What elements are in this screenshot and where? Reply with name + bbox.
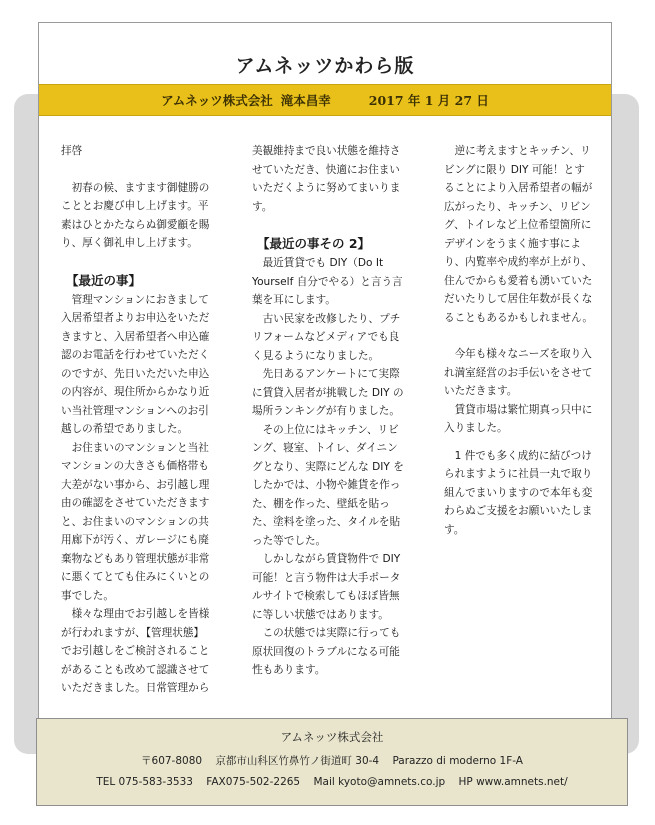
footer-website-link[interactable]: HP www.amnets.net/	[458, 776, 568, 788]
footer	[36, 718, 628, 806]
footer-contact	[37, 776, 627, 788]
opening-paragraph: 初春の候、ますます御健勝のこととお慶び申し上げます。平素はひとかたならぬ御愛顧を賜り、厚く御礼申し上げます。	[61, 181, 210, 249]
greeting: 拝啓	[61, 145, 83, 157]
paragraph: 今年も様々なニーズを取り入れ満室経営のお手伝いをさせていただきます。	[444, 348, 593, 397]
footer-building: Parazzo di moderno 1F-A	[392, 755, 523, 767]
newsletter-title: アムネッツかわら版	[235, 55, 415, 77]
footer-company: アムネッツ株式会社	[280, 730, 384, 744]
paragraph: 先日あるアンケートにて実際に賃貸入居者が挑戦した DIY の場所ランキングが有りました。	[252, 368, 404, 417]
paragraph: 古い民家を改修したり、プチリフォームなどメディアでも良く見るようになりました。	[252, 312, 401, 362]
section-heading: 【最近の事その 2】	[257, 236, 371, 251]
paragraph: 様々な理由でお引越しを皆様が行われますが、【管理状態】でお引越しをご検討されることがあることも改めて認識させていただきました。日常管理から	[61, 608, 210, 694]
column-1	[61, 142, 212, 698]
footer-mail-link[interactable]: Mail kyoto@amnets.co.jp	[313, 776, 446, 788]
header-band	[39, 84, 611, 116]
footer-address	[37, 753, 627, 768]
header-company: アムネッツ株式会社	[161, 93, 273, 108]
header-author: 滝本昌幸	[280, 93, 331, 108]
paragraph: 逆に考えますとキッチン、リビングに限り DIY 可能！とすることにより入居希望者の幅が広がったり、キッチン、リビング、トイレなど上位希望箇所にデザインをうまく施す事により、内覧率や成約率が上がり、住んでからも愛着も湧いていただいたりして居住年数が長くなることもあるかもしれません。	[444, 145, 593, 324]
newsletter-page	[38, 22, 612, 734]
column-2	[252, 142, 407, 680]
header-date: 2017 年 1 月 27 日	[368, 93, 489, 108]
paragraph: 1 件でも多く成約に結びつけられますように社員一丸で取り組んでまいりますので本年も変わらぬご支援をお願いいたします。	[444, 449, 593, 536]
paragraph: お住まいのマンションと当社マンションの大きさも価格帯も大差がない事から、お引越し理由の確認をさせていただきますと、お住まいのマンションの共用廊下が汚く、ガレージにも廃棄物などもあり管理状態が非常に悪くてとても住みにくいとの事でした。	[61, 441, 210, 602]
paragraph: この状態では実際に行っても原状回復のトラブルになる可能性もあります。	[252, 627, 401, 676]
paragraph: 賃貸市場は繁忙期真っ只中に入りました。	[444, 403, 593, 434]
paragraph: しかしながら賃貸物件で DIY 可能！と言う物件は大手ポータルサイトで検索してもほぼ皆無に等しい状態ではあります。	[252, 553, 401, 621]
footer-fax: FAX075-502-2265	[206, 776, 301, 788]
footer-tel: TEL 075-583-3533	[96, 776, 193, 788]
column-3	[444, 142, 595, 539]
footer-street: 京都市山科区竹鼻竹ノ街道町 30-4	[215, 755, 380, 767]
paragraph: 最近賃貸でも DIY（Do It Yourself 自分でやる）と言う言葉を耳にします。	[252, 257, 403, 306]
paragraph: 管理マンションにおきまして入居希望者よりお申込をいただきますと、入居希望者へ申込確認のお電話を行わせていただくのですが、先日いただいた申込の内容が、現住所からかなり近い当社管理マンションへのお引越しの希望でありました。	[61, 293, 210, 435]
continued-paragraph: 美観維持まで良い状態を維持させていただき、快適にお住まいいただくように努めてまいります。	[252, 145, 401, 213]
footer-postal: 〒607-8080	[141, 755, 203, 767]
section-heading: 【最近の事】	[66, 272, 142, 288]
paragraph: その上位にはキッチン、リビング、寝室、トイレ、ダイニングとなり、実際にどんな DIY をしたかでは、小物や雑貨を作った、棚を作った、壁紙を貼った、塗料を塗った、タイルを貼った等でした。	[252, 423, 404, 547]
